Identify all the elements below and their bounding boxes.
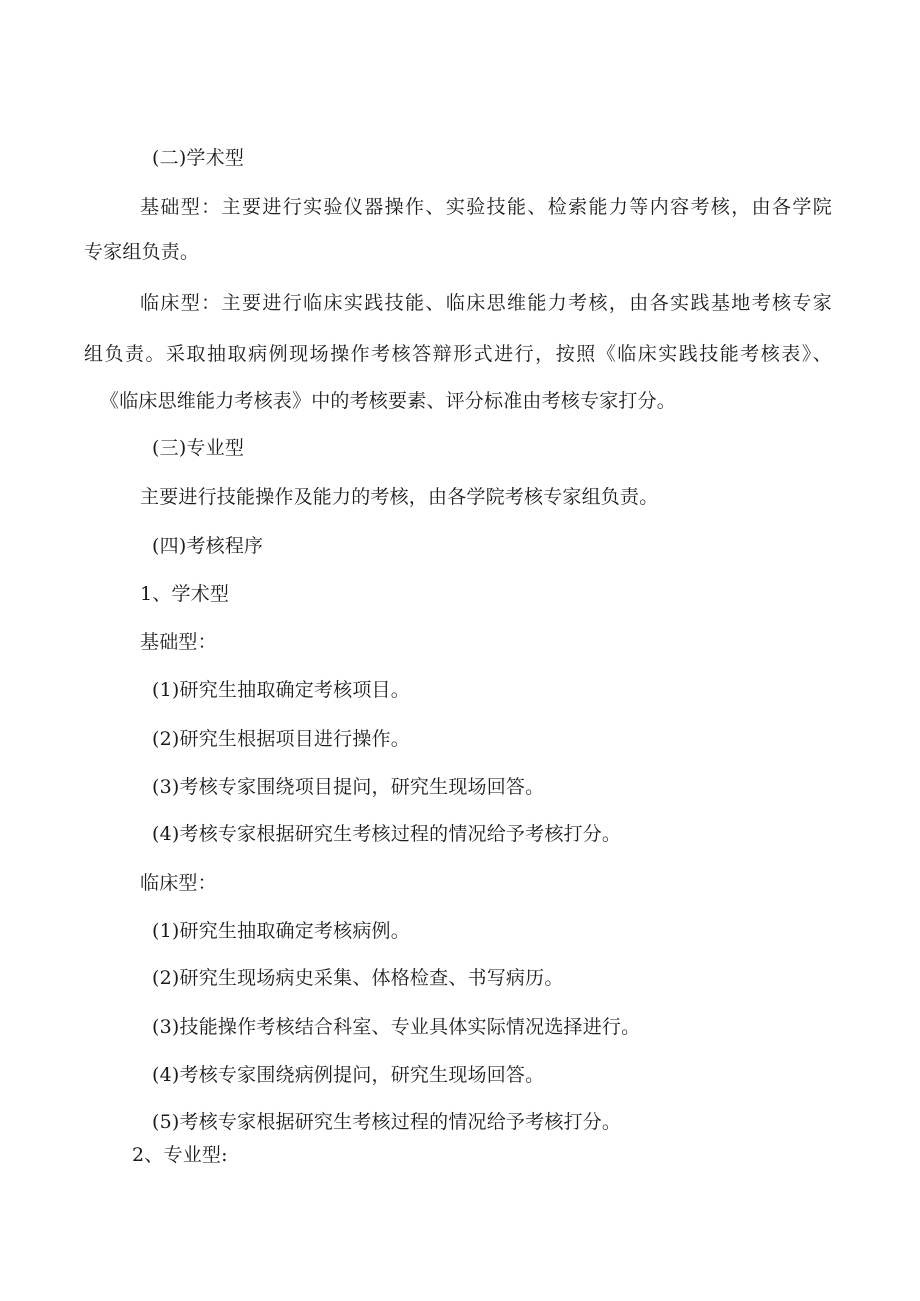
list-item: (1)研究生抽取确定考核项目。 <box>152 679 410 701</box>
paragraph-clinical-type-line-1: 临床型：主要进行临床实践技能、临床思维能力考核，由各实践基地考核专家 <box>140 292 832 314</box>
list-item: (5)考核专家根据研究生考核过程的情况给予考核打分。 <box>152 1111 622 1133</box>
heading-assessment-procedure: (四)考核程序 <box>152 535 264 557</box>
subheading-academic: 1、学术型 <box>140 583 230 605</box>
list-item: (3)技能操作考核结合科室、专业具体实际情况选择进行。 <box>152 1016 641 1038</box>
paragraph-basic-type-line-1: 基础型：主要进行实验仪器操作、实验技能、检索能力等内容考核，由各学院 <box>140 196 832 218</box>
label-clinical-type: 临床型： <box>140 872 217 894</box>
paragraph-basic-type-line-2: 专家组负责。 <box>84 241 200 263</box>
paragraph-professional-type: 主要进行技能操作及能力的考核，由各学院考核专家组负责。 <box>140 486 659 508</box>
paragraph-clinical-type-line-2: 组负责。采取抽取病例现场操作考核答辩形式进行，按照《临床实践技能考核表》、 <box>84 343 832 365</box>
list-item: (2)研究生根据项目进行操作。 <box>152 728 410 750</box>
list-item: (4)考核专家围绕病例提问，研究生现场回答。 <box>152 1064 545 1086</box>
list-item: (2)研究生现场病史采集、体格检查、书写病历。 <box>152 967 564 989</box>
paragraph-clinical-type-line-3: 《临床思维能力考核表》中的考核要素、评分标准由考核专家打分。 <box>100 390 677 412</box>
list-item: (1)研究生抽取确定考核病例。 <box>152 920 410 942</box>
subheading-professional: 2、专业型: <box>132 1144 228 1166</box>
heading-professional-type: (三)专业型 <box>152 437 245 459</box>
heading-academic-type: (二)学术型 <box>152 147 245 169</box>
list-item: (4)考核专家根据研究生考核过程的情况给予考核打分。 <box>152 823 622 845</box>
label-basic-type: 基础型： <box>140 631 217 653</box>
list-item: (3)考核专家围绕项目提问，研究生现场回答。 <box>152 776 545 798</box>
